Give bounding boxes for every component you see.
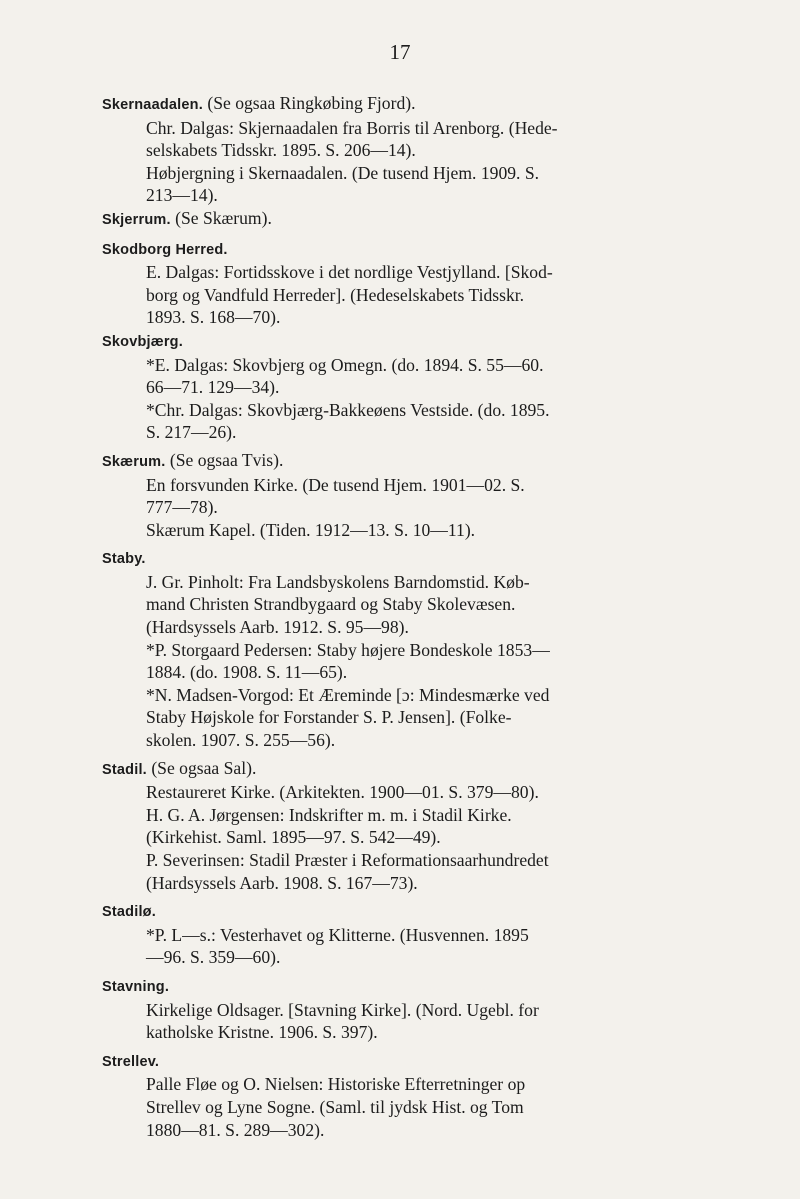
bibliography-entry (102, 849, 724, 894)
section-note: (Se ogsaa Ringkøbing Fjord). (207, 93, 416, 113)
entry-line: (Kirkehist. Saml. 1895—97. S. 542—49). (146, 827, 441, 848)
bibliography-entry (102, 804, 724, 849)
entry-line: (Hardsyssels Aarb. 1908. S. 167—73). (146, 872, 418, 893)
entry-line: *E. Dalgas: Skovbjerg og Omegn. (do. 1894. S. 55—60. (146, 354, 544, 375)
entry-line: Palle Fløe og O. Nielsen: Historiske Efterretninger op (146, 1074, 526, 1095)
bibliography-entry (102, 999, 724, 1044)
section (102, 329, 724, 444)
bibliography-entry (102, 571, 724, 639)
entry-line: borg og Vandfuld Herreder]. (Hedeselskabets Tidsskr. (146, 284, 525, 305)
bibliography-entry (102, 399, 724, 444)
entry-line: 213—14). (146, 185, 218, 206)
entry-line: 1893. S. 168—70). (146, 307, 281, 328)
entry-line: —96. S. 359—60). (146, 947, 281, 968)
entry-line: 1884. (do. 1908. S. 11—65). (146, 662, 348, 683)
section-note: (Se Skærum). (175, 207, 272, 228)
entry-line: H. G. A. Jørgensen: Indskrifter m. m. i Stadil Kirke. (146, 804, 512, 825)
section-note: (Se ogsaa Sal). (151, 757, 257, 778)
entry-line: Høbjergning i Skernaadalen. (De tusend Hjem. 1909. S. (146, 162, 540, 183)
entry-line: *N. Madsen-Vorgod: Et Æreminde [ɔ: Mindesmærke ved (146, 684, 550, 705)
entry-line: skolen. 1907. S. 255—56). (146, 730, 336, 751)
section (102, 974, 724, 1044)
section-heading: Skovbjærg. (102, 333, 183, 350)
bibliography-entry (102, 474, 724, 519)
section-heading: Skjerrum. (102, 211, 171, 228)
section-header (102, 207, 724, 232)
bibliography-entry (102, 684, 724, 752)
entry-line: Strellev og Lyne Sogne. (Saml. til jydsk Hist. og Tom (146, 1096, 524, 1117)
section (102, 237, 724, 329)
section-header (102, 329, 724, 354)
section-header (102, 546, 724, 571)
section-note: (Se ogsaa Tvis). (169, 449, 284, 470)
section-heading: Stadil. (102, 761, 147, 778)
entry-line: katholske Kristne. 1906. S. 397). (146, 1022, 378, 1043)
section-header (102, 1049, 724, 1074)
bibliography-entry (102, 519, 724, 542)
entry-line: *Chr. Dalgas: Skovbjærg-Bakkeøens Vestside. (do. 1895. (146, 399, 550, 420)
entry-line: mand Christen Strandbygaard og Staby Skolevæsen. (146, 594, 516, 615)
entry-line: (Hardsyssels Aarb. 1912. S. 95—98). (146, 617, 409, 638)
section-heading: Stadilø. (102, 904, 156, 921)
section-heading: Stavning. (102, 978, 170, 995)
section-heading: Skærum. (102, 453, 166, 470)
bibliography-entry (102, 162, 724, 207)
entry-line: 66—71. 129—34). (146, 377, 280, 398)
section (102, 757, 724, 895)
bibliography-entry (102, 639, 724, 684)
bibliography-entry (102, 354, 724, 399)
section-header (102, 974, 724, 999)
entry-line: E. Dalgas: Fortidsskove i det nordlige Vestjylland. [Skod- (146, 262, 553, 283)
entry-line: S. 217—26). (146, 422, 237, 443)
entry-line: J. Gr. Pinholt: Fra Landsbyskolens Barndomstid. Køb- (146, 571, 530, 592)
section-heading: Strellev. (102, 1053, 160, 1070)
bibliography-entry (102, 117, 724, 162)
bibliography-entry (102, 1073, 724, 1141)
entry-line: 1880—81. S. 289—302). (146, 1119, 325, 1140)
section (102, 1049, 724, 1141)
bibliography-list (102, 92, 724, 1141)
entry-line: Staby Højskole for Forstander S. P. Jensen]. (Folke- (146, 707, 512, 728)
entry-line: selskabets Tidsskr. 1895. S. 206—14). (146, 140, 416, 161)
section-heading: Skodborg Herred. (102, 241, 228, 258)
section-header (102, 92, 724, 117)
entry-line: P. Severinsen: Stadil Præster i Reformationsaarhundredet (146, 850, 549, 870)
section-header (102, 899, 724, 924)
entry-line: Kirkelige Oldsager. [Stavning Kirke]. (Nord. Ugebl. for (146, 999, 539, 1020)
section (102, 546, 724, 751)
entry-line: En forsvunden Kirke. (De tusend Hjem. 1901—02. S. (146, 474, 525, 495)
section-header (102, 237, 724, 262)
page-number: 17 (389, 40, 411, 64)
entry-line: Chr. Dalgas: Skjernaadalen fra Borris til Arenborg. (Hede- (146, 117, 558, 138)
section (102, 899, 724, 969)
bibliography-entry (102, 261, 724, 329)
section-heading: Staby. (102, 551, 146, 568)
section (102, 207, 724, 232)
entry-line: *P. L—s.: Vesterhavet og Klitterne. (Husvennen. 1895 (146, 924, 529, 945)
section-header (102, 757, 724, 782)
bibliography-entry (102, 924, 724, 969)
section-heading: Skernaadalen. (102, 97, 203, 113)
section (102, 92, 724, 207)
entry-line: Skærum Kapel. (Tiden. 1912—13. S. 10—11). (146, 519, 476, 540)
bibliography-entry (102, 781, 724, 804)
entry-line: Restaureret Kirke. (Arkitekten. 1900—01. S. 379—80). (146, 782, 539, 803)
section-header (102, 449, 724, 474)
entry-line: *P. Storgaard Pedersen: Staby højere Bondeskole 1853— (146, 639, 550, 660)
section (102, 449, 724, 541)
entry-line: 777—78). (146, 497, 218, 518)
